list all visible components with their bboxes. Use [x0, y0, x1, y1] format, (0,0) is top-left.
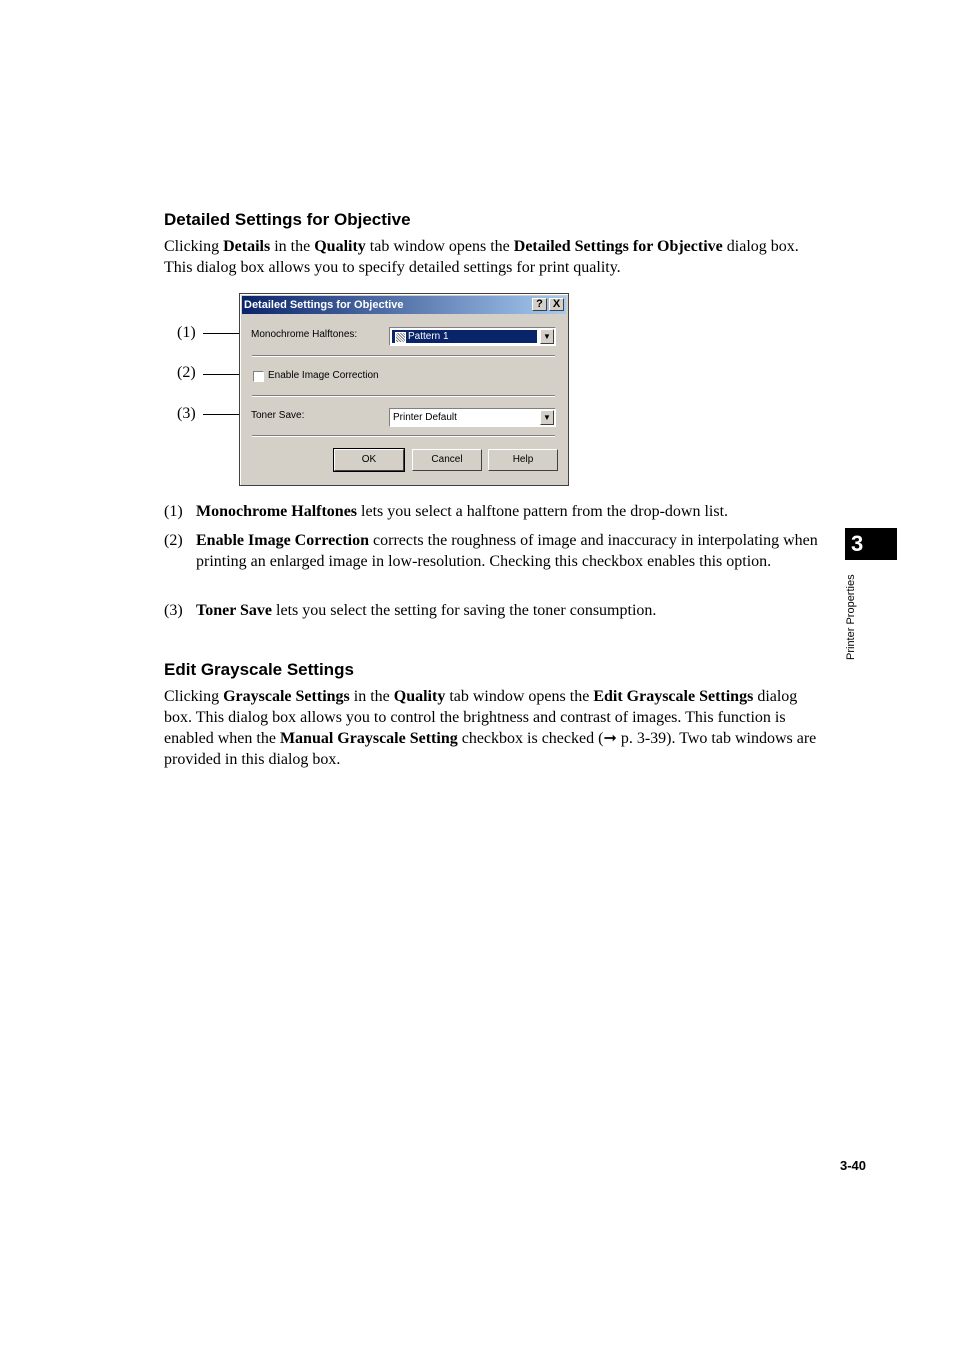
close-title-button[interactable]: X [549, 298, 564, 311]
separator [252, 435, 555, 437]
list-item-text: Monochrome Halftones lets you select a halftone pattern from the drop-down list. [196, 503, 729, 520]
image-correction-label: Enable Image Correction [268, 370, 379, 381]
arrow-right-icon: ➞ [603, 730, 617, 747]
help-button[interactable]: Help [488, 449, 558, 471]
chapter-side-label: Printer Properties [845, 574, 857, 660]
callout-3: (3) [177, 405, 196, 422]
list-item-text: Toner Save lets you select the setting for saving the toner consumption. [196, 602, 657, 619]
cancel-button[interactable]: Cancel [412, 449, 482, 471]
section-heading-edit-grayscale: Edit Grayscale Settings [164, 660, 354, 679]
intro-paragraph-edit-grayscale: Clicking Grayscale Settings in the Quality tab window opens the Edit Grayscale Settings dialog box. This dialog box allows you to control the brightness and contrast of images. This function is enabled when the Manual Grayscale Setting checkbox is checked (➞ p. 3-39). Two tab windows are provided in this dialog box. [164, 688, 817, 768]
halftones-label: Monochrome Halftones: [251, 329, 358, 340]
chevron-down-icon[interactable]: ▼ [540, 329, 554, 344]
halftones-dropdown[interactable] [389, 327, 556, 346]
intro-paragraph-detailed-settings: Clicking Details in the Quality tab window opens the Detailed Settings for Objective dialog box. This dialog box allows you to specify detailed settings for print quality. [164, 238, 799, 276]
help-title-button[interactable]: ? [532, 298, 547, 311]
pattern-swatch-icon [395, 332, 406, 343]
list-item-number: (2) [164, 532, 183, 549]
chevron-down-icon[interactable]: ▼ [540, 410, 554, 425]
dialog-title: Detailed Settings for Objective [244, 299, 404, 311]
dialog-title-bar [242, 296, 566, 314]
toner-save-dropdown[interactable] [389, 408, 556, 427]
list-item-text: Enable Image Correction corrects the roughness of image and inaccuracy in interpolating when printing an enlarged image in low-resolution. Checking this checkbox enables this option. [196, 532, 818, 570]
section-heading-detailed-settings: Detailed Settings for Objective [164, 210, 411, 229]
list-item-number: (1) [164, 503, 183, 520]
chapter-side-label-box [843, 565, 859, 660]
image-correction-checkbox[interactable] [253, 371, 264, 382]
halftones-value: Pattern 1 [408, 331, 449, 342]
callout-2: (2) [177, 364, 196, 381]
chapter-tab: 3 [845, 528, 897, 560]
separator [252, 395, 555, 397]
callout-1: (1) [177, 324, 196, 341]
list-item-number: (3) [164, 602, 183, 619]
separator [252, 355, 555, 357]
detailed-settings-dialog [239, 293, 569, 486]
page-number: 3-40 [840, 1158, 867, 1173]
ok-button[interactable]: OK [334, 449, 404, 471]
toner-save-value: Printer Default [393, 412, 457, 423]
toner-save-label: Toner Save: [251, 410, 305, 421]
